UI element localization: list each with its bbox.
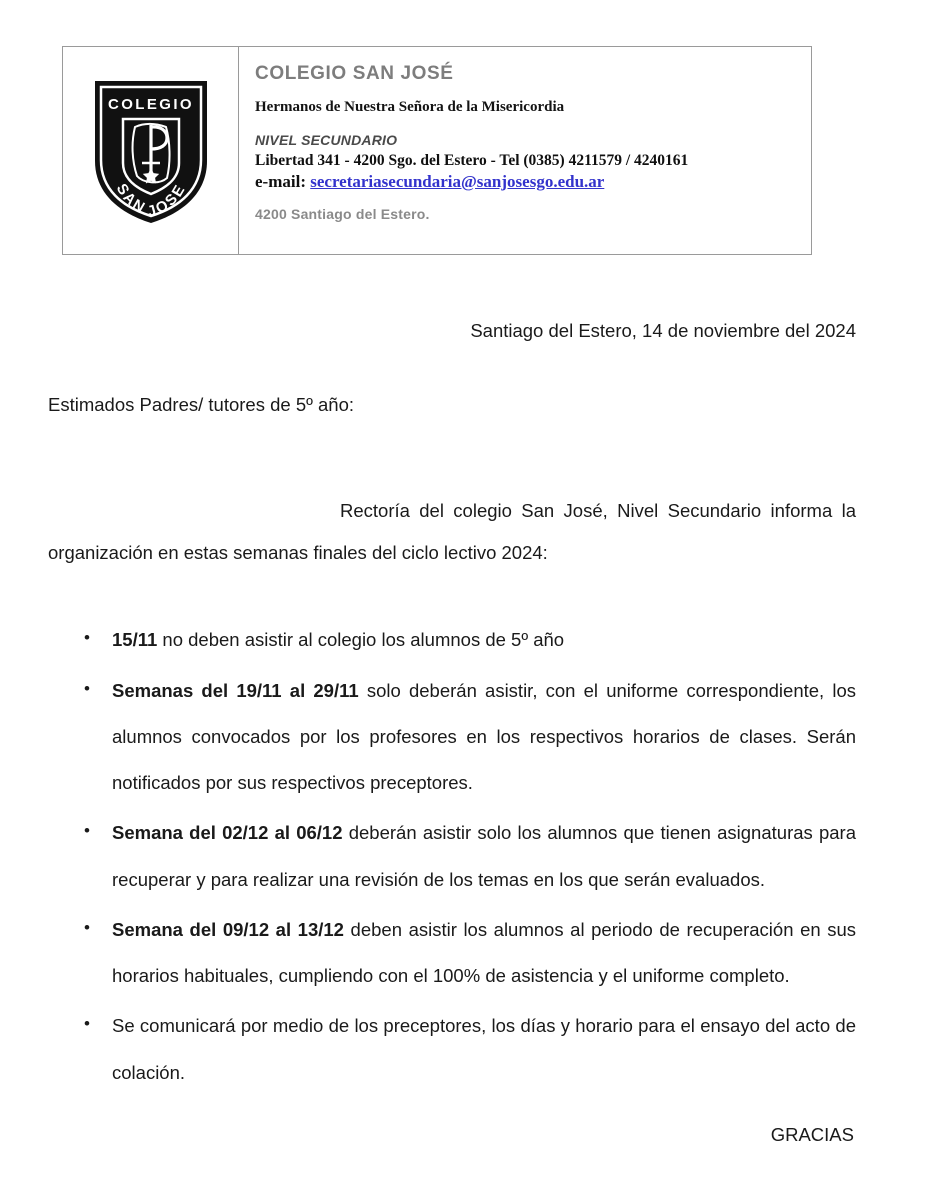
svg-text:SAN JOSE: SAN JOSE [112, 180, 189, 221]
list-item-highlight: Semanas del 19/11 al 29/11 [112, 679, 359, 701]
svg-text:COLEGIO: COLEGIO [107, 95, 194, 113]
list-item-highlight: Semana del 09/12 al 13/12 [112, 918, 344, 940]
list-item-text: no deben asistir al colegio los alumnos de 5º año [157, 629, 565, 651]
letterhead-box [62, 46, 812, 255]
intro-paragraph: Rectoría del colegio San José, Nivel Secundario informa la organización en estas semanas finales del ciclo lectivo 2024: [48, 500, 856, 563]
letter-body [48, 320, 856, 1146]
email-line [255, 172, 801, 192]
education-level: NIVEL SECUNDARIO [255, 132, 398, 148]
school-crest-logo [87, 75, 215, 227]
list-item-highlight: 15/11 [112, 629, 158, 651]
list-item-text: Se comunicará por medio de los preceptores, los días y horario para el ensayo del acto de colación. [112, 1015, 856, 1083]
school-name: COLEGIO SAN JOSÉ [255, 63, 454, 84]
email-link[interactable]: secretariasecundaria@sanjosesgo.edu.ar [310, 172, 605, 191]
list-item-text: deberán asistir solo los alumnos que tienen asignaturas para recuperar y para realizar una revisión de los temas en los que serán evaluados. [112, 822, 856, 890]
list-item [48, 810, 856, 903]
school-city: 4200 Santiago del Estero. [255, 206, 430, 222]
letterhead-text-cell [239, 47, 811, 254]
closing-text: GRACIAS [770, 1123, 854, 1145]
list-item [48, 617, 856, 663]
list-item [48, 668, 856, 807]
list-item [48, 1003, 856, 1096]
email-label: e-mail: [255, 172, 306, 191]
list-item-highlight: Semana del 02/12 al 06/12 [112, 822, 343, 844]
school-address: Libertad 341 - 4200 Sgo. del Estero - Tel (0385) 4211579 / 4240161 [255, 152, 689, 169]
list-item-text: deben asistir los alumnos al periodo de recuperación en sus horarios habituales, cumpliendo con el 100% de asistencia y el uniforme completo. [112, 918, 856, 986]
congregation-name: Hermanos de Nuestra Señora de la Misericordia [255, 99, 565, 115]
list-item [48, 907, 856, 1000]
letterhead-logo-cell [63, 47, 239, 254]
list-item-text: solo deberán asistir, con el uniforme correspondiente, los alumnos convocados por los profesores en los respectivos horarios de clases. Serán notificados por sus respectivos preceptores. [112, 679, 857, 793]
salutation: Estimados Padres/ tutores de 5º año: [48, 394, 355, 415]
date-line: Santiago del Estero, 14 de noviembre del 2024 [470, 320, 856, 341]
announcement-list [48, 617, 856, 1096]
